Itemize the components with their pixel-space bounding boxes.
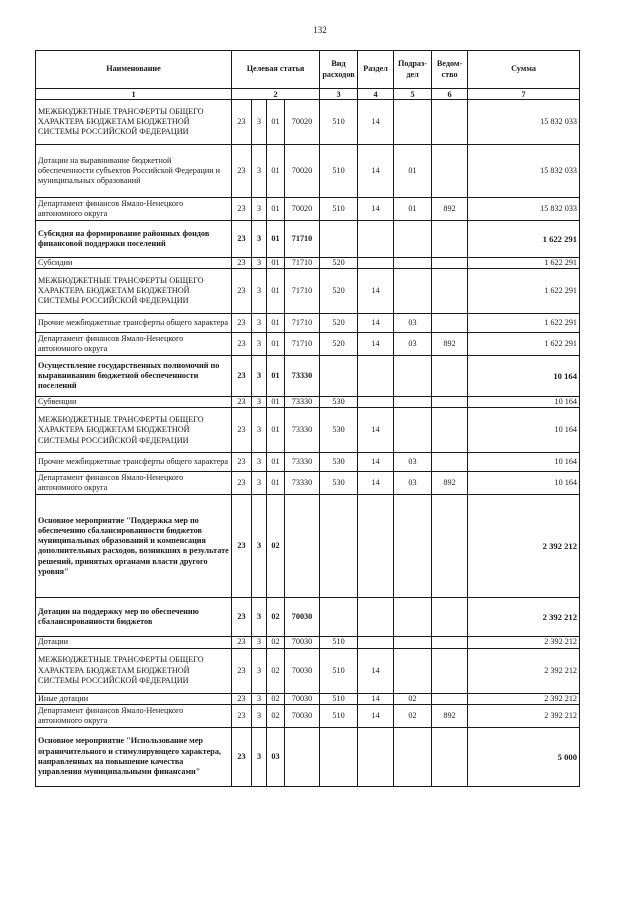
cell-vedomstvo xyxy=(432,314,468,333)
cell-razdel: 14 xyxy=(358,100,394,145)
cell-summa: 15 832 033 xyxy=(468,198,580,221)
cell-summa: 2 392 212 xyxy=(468,495,580,598)
cell-podrazdel xyxy=(394,648,432,693)
cell-name: Субсидии xyxy=(36,258,232,269)
header-name: Наименование xyxy=(36,51,232,89)
cell-target-direction: 73330 xyxy=(285,472,320,495)
cell-summa: 15 832 033 xyxy=(468,145,580,198)
cell-target-subprogram: 3 xyxy=(252,598,267,637)
cell-razdel xyxy=(358,397,394,408)
cell-vid: 510 xyxy=(320,145,358,198)
cell-target-event: 01 xyxy=(267,453,285,472)
cell-target-program: 23 xyxy=(232,693,252,704)
cell-target-direction xyxy=(285,727,320,786)
cell-podrazdel: 03 xyxy=(394,472,432,495)
cell-target-direction: 70030 xyxy=(285,637,320,648)
cell-vid: 510 xyxy=(320,637,358,648)
cell-target-event: 01 xyxy=(267,314,285,333)
header-vedomstvo: Ведом-ство xyxy=(432,51,468,89)
cell-target-direction: 71710 xyxy=(285,314,320,333)
cell-razdel xyxy=(358,598,394,637)
cell-vedomstvo xyxy=(432,397,468,408)
cell-razdel xyxy=(358,258,394,269)
cell-target-program: 23 xyxy=(232,198,252,221)
cell-target-program: 23 xyxy=(232,258,252,269)
cell-podrazdel: 03 xyxy=(394,314,432,333)
page-number: 132 xyxy=(313,25,327,35)
cell-podrazdel xyxy=(394,397,432,408)
cell-name: Субсидия на формирование районных фондов финансовой поддержки поселений xyxy=(36,221,232,258)
cell-target-direction: 73330 xyxy=(285,408,320,453)
table-row xyxy=(36,100,580,145)
cell-target-subprogram: 3 xyxy=(252,693,267,704)
column-number: 3 xyxy=(320,89,358,100)
cell-target-event: 01 xyxy=(267,221,285,258)
header-target: Целевая статья xyxy=(232,51,320,89)
table-row xyxy=(36,397,580,408)
cell-target-event: 01 xyxy=(267,397,285,408)
column-number: 7 xyxy=(468,89,580,100)
cell-target-event: 02 xyxy=(267,648,285,693)
cell-name: МЕЖБЮДЖЕТНЫЕ ТРАНСФЕРТЫ ОБЩЕГО ХАРАКТЕРА БЮДЖЕТАМ БЮДЖЕТНОЙ СИСТЕМЫ РОССИЙСКОЙ ФЕДЕРАЦИИ xyxy=(36,648,232,693)
cell-target-program: 23 xyxy=(232,145,252,198)
table-row xyxy=(36,704,580,727)
cell-vedomstvo xyxy=(432,693,468,704)
table-row xyxy=(36,408,580,453)
cell-podrazdel: 03 xyxy=(394,333,432,356)
cell-summa: 2 392 212 xyxy=(468,637,580,648)
cell-vedomstvo xyxy=(432,637,468,648)
header-vid: Вид расходов xyxy=(320,51,358,89)
cell-podrazdel xyxy=(394,495,432,598)
cell-target-subprogram: 3 xyxy=(252,704,267,727)
cell-podrazdel: 01 xyxy=(394,145,432,198)
cell-target-subprogram: 3 xyxy=(252,648,267,693)
cell-target-direction: 73330 xyxy=(285,453,320,472)
table-row xyxy=(36,495,580,598)
cell-razdel: 14 xyxy=(358,453,394,472)
cell-target-program: 23 xyxy=(232,314,252,333)
cell-target-subprogram: 3 xyxy=(252,333,267,356)
cell-vid: 520 xyxy=(320,333,358,356)
cell-target-subprogram: 3 xyxy=(252,258,267,269)
table-row xyxy=(36,693,580,704)
cell-vedomstvo: 892 xyxy=(432,472,468,495)
cell-target-subprogram: 3 xyxy=(252,637,267,648)
cell-razdel: 14 xyxy=(358,333,394,356)
cell-summa: 1 622 291 xyxy=(468,333,580,356)
cell-target-event: 01 xyxy=(267,333,285,356)
cell-target-subprogram: 3 xyxy=(252,198,267,221)
cell-target-program: 23 xyxy=(232,269,252,314)
cell-name: Дотации xyxy=(36,637,232,648)
cell-target-event: 01 xyxy=(267,100,285,145)
cell-razdel: 14 xyxy=(358,472,394,495)
cell-summa: 1 622 291 xyxy=(468,221,580,258)
cell-summa: 10 164 xyxy=(468,397,580,408)
cell-target-event: 01 xyxy=(267,356,285,397)
cell-target-subprogram: 3 xyxy=(252,356,267,397)
cell-vedomstvo: 892 xyxy=(432,333,468,356)
cell-vedomstvo xyxy=(432,408,468,453)
table-row xyxy=(36,333,580,356)
cell-vid: 520 xyxy=(320,314,358,333)
cell-target-subprogram: 3 xyxy=(252,145,267,198)
cell-razdel: 14 xyxy=(358,314,394,333)
cell-target-direction: 70030 xyxy=(285,648,320,693)
table-row xyxy=(36,258,580,269)
cell-vedomstvo xyxy=(432,258,468,269)
cell-target-program: 23 xyxy=(232,397,252,408)
cell-target-subprogram: 3 xyxy=(252,495,267,598)
cell-target-program: 23 xyxy=(232,333,252,356)
cell-summa: 2 392 212 xyxy=(468,704,580,727)
cell-target-event: 01 xyxy=(267,472,285,495)
cell-vid xyxy=(320,598,358,637)
cell-razdel: 14 xyxy=(358,145,394,198)
cell-vedomstvo: 892 xyxy=(432,704,468,727)
table-row xyxy=(36,356,580,397)
cell-target-event: 02 xyxy=(267,637,285,648)
cell-name: Прочие межбюджетные трансферты общего характера xyxy=(36,314,232,333)
cell-target-program: 23 xyxy=(232,453,252,472)
cell-razdel: 14 xyxy=(358,648,394,693)
cell-name: Основное мероприятие "Использование мер ограничительного и стимулирующего характера, направленных на повышение качества управления муниципальными финансами" xyxy=(36,727,232,786)
cell-vedomstvo xyxy=(432,495,468,598)
table-row xyxy=(36,453,580,472)
cell-vedomstvo xyxy=(432,269,468,314)
cell-summa: 2 392 212 xyxy=(468,693,580,704)
cell-summa: 1 622 291 xyxy=(468,269,580,314)
cell-podrazdel xyxy=(394,269,432,314)
column-number: 1 xyxy=(36,89,232,100)
cell-summa: 10 164 xyxy=(468,472,580,495)
cell-razdel xyxy=(358,495,394,598)
cell-podrazdel xyxy=(394,221,432,258)
column-number: 6 xyxy=(432,89,468,100)
table-row xyxy=(36,221,580,258)
cell-summa: 1 622 291 xyxy=(468,258,580,269)
cell-target-direction: 71710 xyxy=(285,221,320,258)
cell-summa: 5 000 xyxy=(468,727,580,786)
cell-podrazdel: 02 xyxy=(394,693,432,704)
cell-target-direction: 70020 xyxy=(285,100,320,145)
cell-razdel xyxy=(358,221,394,258)
cell-vid: 530 xyxy=(320,408,358,453)
cell-target-direction xyxy=(285,495,320,598)
cell-name: Прочие межбюджетные трансферты общего характера xyxy=(36,453,232,472)
cell-target-program: 23 xyxy=(232,727,252,786)
cell-target-subprogram: 3 xyxy=(252,100,267,145)
cell-name: Основное мероприятие "Поддержка мер по обеспечению сбалансированности бюджетов муниципальных образований и компенсация дополнительных расходов, возникших в результате решений, принятых органами власти другого уровня" xyxy=(36,495,232,598)
cell-target-direction: 73330 xyxy=(285,356,320,397)
cell-target-subprogram: 3 xyxy=(252,472,267,495)
cell-vid: 530 xyxy=(320,397,358,408)
cell-vid xyxy=(320,221,358,258)
table-row xyxy=(36,727,580,786)
cell-target-subprogram: 3 xyxy=(252,397,267,408)
column-number-row xyxy=(36,89,580,100)
cell-target-event: 01 xyxy=(267,198,285,221)
cell-vedomstvo xyxy=(432,356,468,397)
cell-target-subprogram: 3 xyxy=(252,314,267,333)
cell-summa: 10 164 xyxy=(468,453,580,472)
cell-target-event: 02 xyxy=(267,693,285,704)
cell-name: Департамент финансов Ямало-Ненецкого автономного округа xyxy=(36,198,232,221)
cell-razdel: 14 xyxy=(358,269,394,314)
column-number: 5 xyxy=(394,89,432,100)
cell-podrazdel xyxy=(394,100,432,145)
cell-target-subprogram: 3 xyxy=(252,727,267,786)
cell-vedomstvo xyxy=(432,453,468,472)
cell-target-direction: 70020 xyxy=(285,145,320,198)
cell-name: Осуществление государственных полномочий по выравниванию бюджетной обеспеченности поселений xyxy=(36,356,232,397)
cell-name: Департамент финансов Ямало-Ненецкого автономного округа xyxy=(36,704,232,727)
header-podrazdel: Подраз-дел xyxy=(394,51,432,89)
cell-target-event: 02 xyxy=(267,598,285,637)
cell-razdel: 14 xyxy=(358,198,394,221)
header-summa: Сумма xyxy=(468,51,580,89)
table-row xyxy=(36,637,580,648)
cell-name: МЕЖБЮДЖЕТНЫЕ ТРАНСФЕРТЫ ОБЩЕГО ХАРАКТЕРА БЮДЖЕТАМ БЮДЖЕТНОЙ СИСТЕМЫ РОССИЙСКОЙ ФЕДЕРАЦИИ xyxy=(36,269,232,314)
cell-target-subprogram: 3 xyxy=(252,408,267,453)
cell-vedomstvo xyxy=(432,145,468,198)
table-row xyxy=(36,269,580,314)
cell-vid: 510 xyxy=(320,648,358,693)
table-row xyxy=(36,648,580,693)
column-number: 2 xyxy=(232,89,320,100)
cell-summa: 10 164 xyxy=(468,356,580,397)
cell-razdel: 14 xyxy=(358,704,394,727)
cell-podrazdel: 02 xyxy=(394,704,432,727)
cell-vid: 510 xyxy=(320,704,358,727)
cell-razdel xyxy=(358,637,394,648)
cell-target-event: 01 xyxy=(267,408,285,453)
cell-summa: 1 622 291 xyxy=(468,314,580,333)
cell-podrazdel xyxy=(394,727,432,786)
cell-target-direction: 70030 xyxy=(285,598,320,637)
cell-name: Иные дотации xyxy=(36,693,232,704)
cell-razdel: 14 xyxy=(358,408,394,453)
cell-vedomstvo xyxy=(432,221,468,258)
cell-target-program: 23 xyxy=(232,495,252,598)
cell-podrazdel xyxy=(394,598,432,637)
cell-razdel xyxy=(358,356,394,397)
cell-vid: 530 xyxy=(320,453,358,472)
cell-target-subprogram: 3 xyxy=(252,269,267,314)
cell-vid: 510 xyxy=(320,693,358,704)
column-number: 4 xyxy=(358,89,394,100)
cell-target-program: 23 xyxy=(232,637,252,648)
cell-target-program: 23 xyxy=(232,472,252,495)
table-header-row xyxy=(36,51,580,89)
cell-vid xyxy=(320,356,358,397)
cell-vid: 510 xyxy=(320,198,358,221)
cell-vid: 520 xyxy=(320,258,358,269)
cell-target-event: 02 xyxy=(267,495,285,598)
table-row xyxy=(36,314,580,333)
cell-name: Департамент финансов Ямало-Ненецкого автономного округа xyxy=(36,333,232,356)
cell-target-program: 23 xyxy=(232,648,252,693)
cell-vedomstvo xyxy=(432,648,468,693)
cell-summa: 2 392 212 xyxy=(468,598,580,637)
cell-summa: 15 832 033 xyxy=(468,100,580,145)
cell-vedomstvo: 892 xyxy=(432,198,468,221)
cell-name: МЕЖБЮДЖЕТНЫЕ ТРАНСФЕРТЫ ОБЩЕГО ХАРАКТЕРА БЮДЖЕТАМ БЮДЖЕТНОЙ СИСТЕМЫ РОССИЙСКОЙ ФЕДЕРАЦИИ xyxy=(36,100,232,145)
table-row xyxy=(36,472,580,495)
cell-podrazdel xyxy=(394,356,432,397)
cell-target-direction: 71710 xyxy=(285,269,320,314)
cell-vid: 510 xyxy=(320,100,358,145)
header-razdel: Раздел xyxy=(358,51,394,89)
cell-summa: 10 164 xyxy=(468,408,580,453)
cell-target-direction: 70020 xyxy=(285,198,320,221)
cell-target-direction: 73330 xyxy=(285,397,320,408)
cell-target-program: 23 xyxy=(232,704,252,727)
cell-target-program: 23 xyxy=(232,356,252,397)
cell-razdel: 14 xyxy=(358,693,394,704)
cell-vedomstvo xyxy=(432,598,468,637)
cell-target-program: 23 xyxy=(232,598,252,637)
cell-name: Дотации на выравнивание бюджетной обеспеченности субъектов Российской Федерации и муниципальных образований xyxy=(36,145,232,198)
cell-target-direction: 71710 xyxy=(285,333,320,356)
cell-vid xyxy=(320,495,358,598)
cell-target-event: 02 xyxy=(267,704,285,727)
cell-name: МЕЖБЮДЖЕТНЫЕ ТРАНСФЕРТЫ ОБЩЕГО ХАРАКТЕРА БЮДЖЕТАМ БЮДЖЕТНОЙ СИСТЕМЫ РОССИЙСКОЙ ФЕДЕРАЦИИ xyxy=(36,408,232,453)
cell-podrazdel: 03 xyxy=(394,453,432,472)
cell-target-program: 23 xyxy=(232,100,252,145)
cell-target-program: 23 xyxy=(232,221,252,258)
cell-name: Субвенции xyxy=(36,397,232,408)
cell-target-subprogram: 3 xyxy=(252,221,267,258)
cell-razdel xyxy=(358,727,394,786)
cell-vid xyxy=(320,727,358,786)
cell-podrazdel xyxy=(394,258,432,269)
cell-podrazdel: 01 xyxy=(394,198,432,221)
cell-vid: 520 xyxy=(320,269,358,314)
cell-target-event: 01 xyxy=(267,269,285,314)
cell-name: Департамент финансов Ямало-Ненецкого автономного округа xyxy=(36,472,232,495)
cell-target-direction: 71710 xyxy=(285,258,320,269)
cell-summa: 2 392 212 xyxy=(468,648,580,693)
cell-vedomstvo xyxy=(432,100,468,145)
cell-podrazdel xyxy=(394,637,432,648)
table-row xyxy=(36,198,580,221)
cell-target-event: 01 xyxy=(267,145,285,198)
table-row xyxy=(36,145,580,198)
cell-target-subprogram: 3 xyxy=(252,453,267,472)
cell-target-program: 23 xyxy=(232,408,252,453)
budget-table xyxy=(35,50,580,787)
cell-vid: 530 xyxy=(320,472,358,495)
cell-name: Дотации на поддержку мер по обеспечению сбалансированности бюджетов xyxy=(36,598,232,637)
cell-target-event: 01 xyxy=(267,258,285,269)
cell-target-direction: 70030 xyxy=(285,693,320,704)
cell-target-direction: 70030 xyxy=(285,704,320,727)
cell-target-event: 03 xyxy=(267,727,285,786)
cell-vedomstvo xyxy=(432,727,468,786)
cell-podrazdel xyxy=(394,408,432,453)
table-row xyxy=(36,598,580,637)
